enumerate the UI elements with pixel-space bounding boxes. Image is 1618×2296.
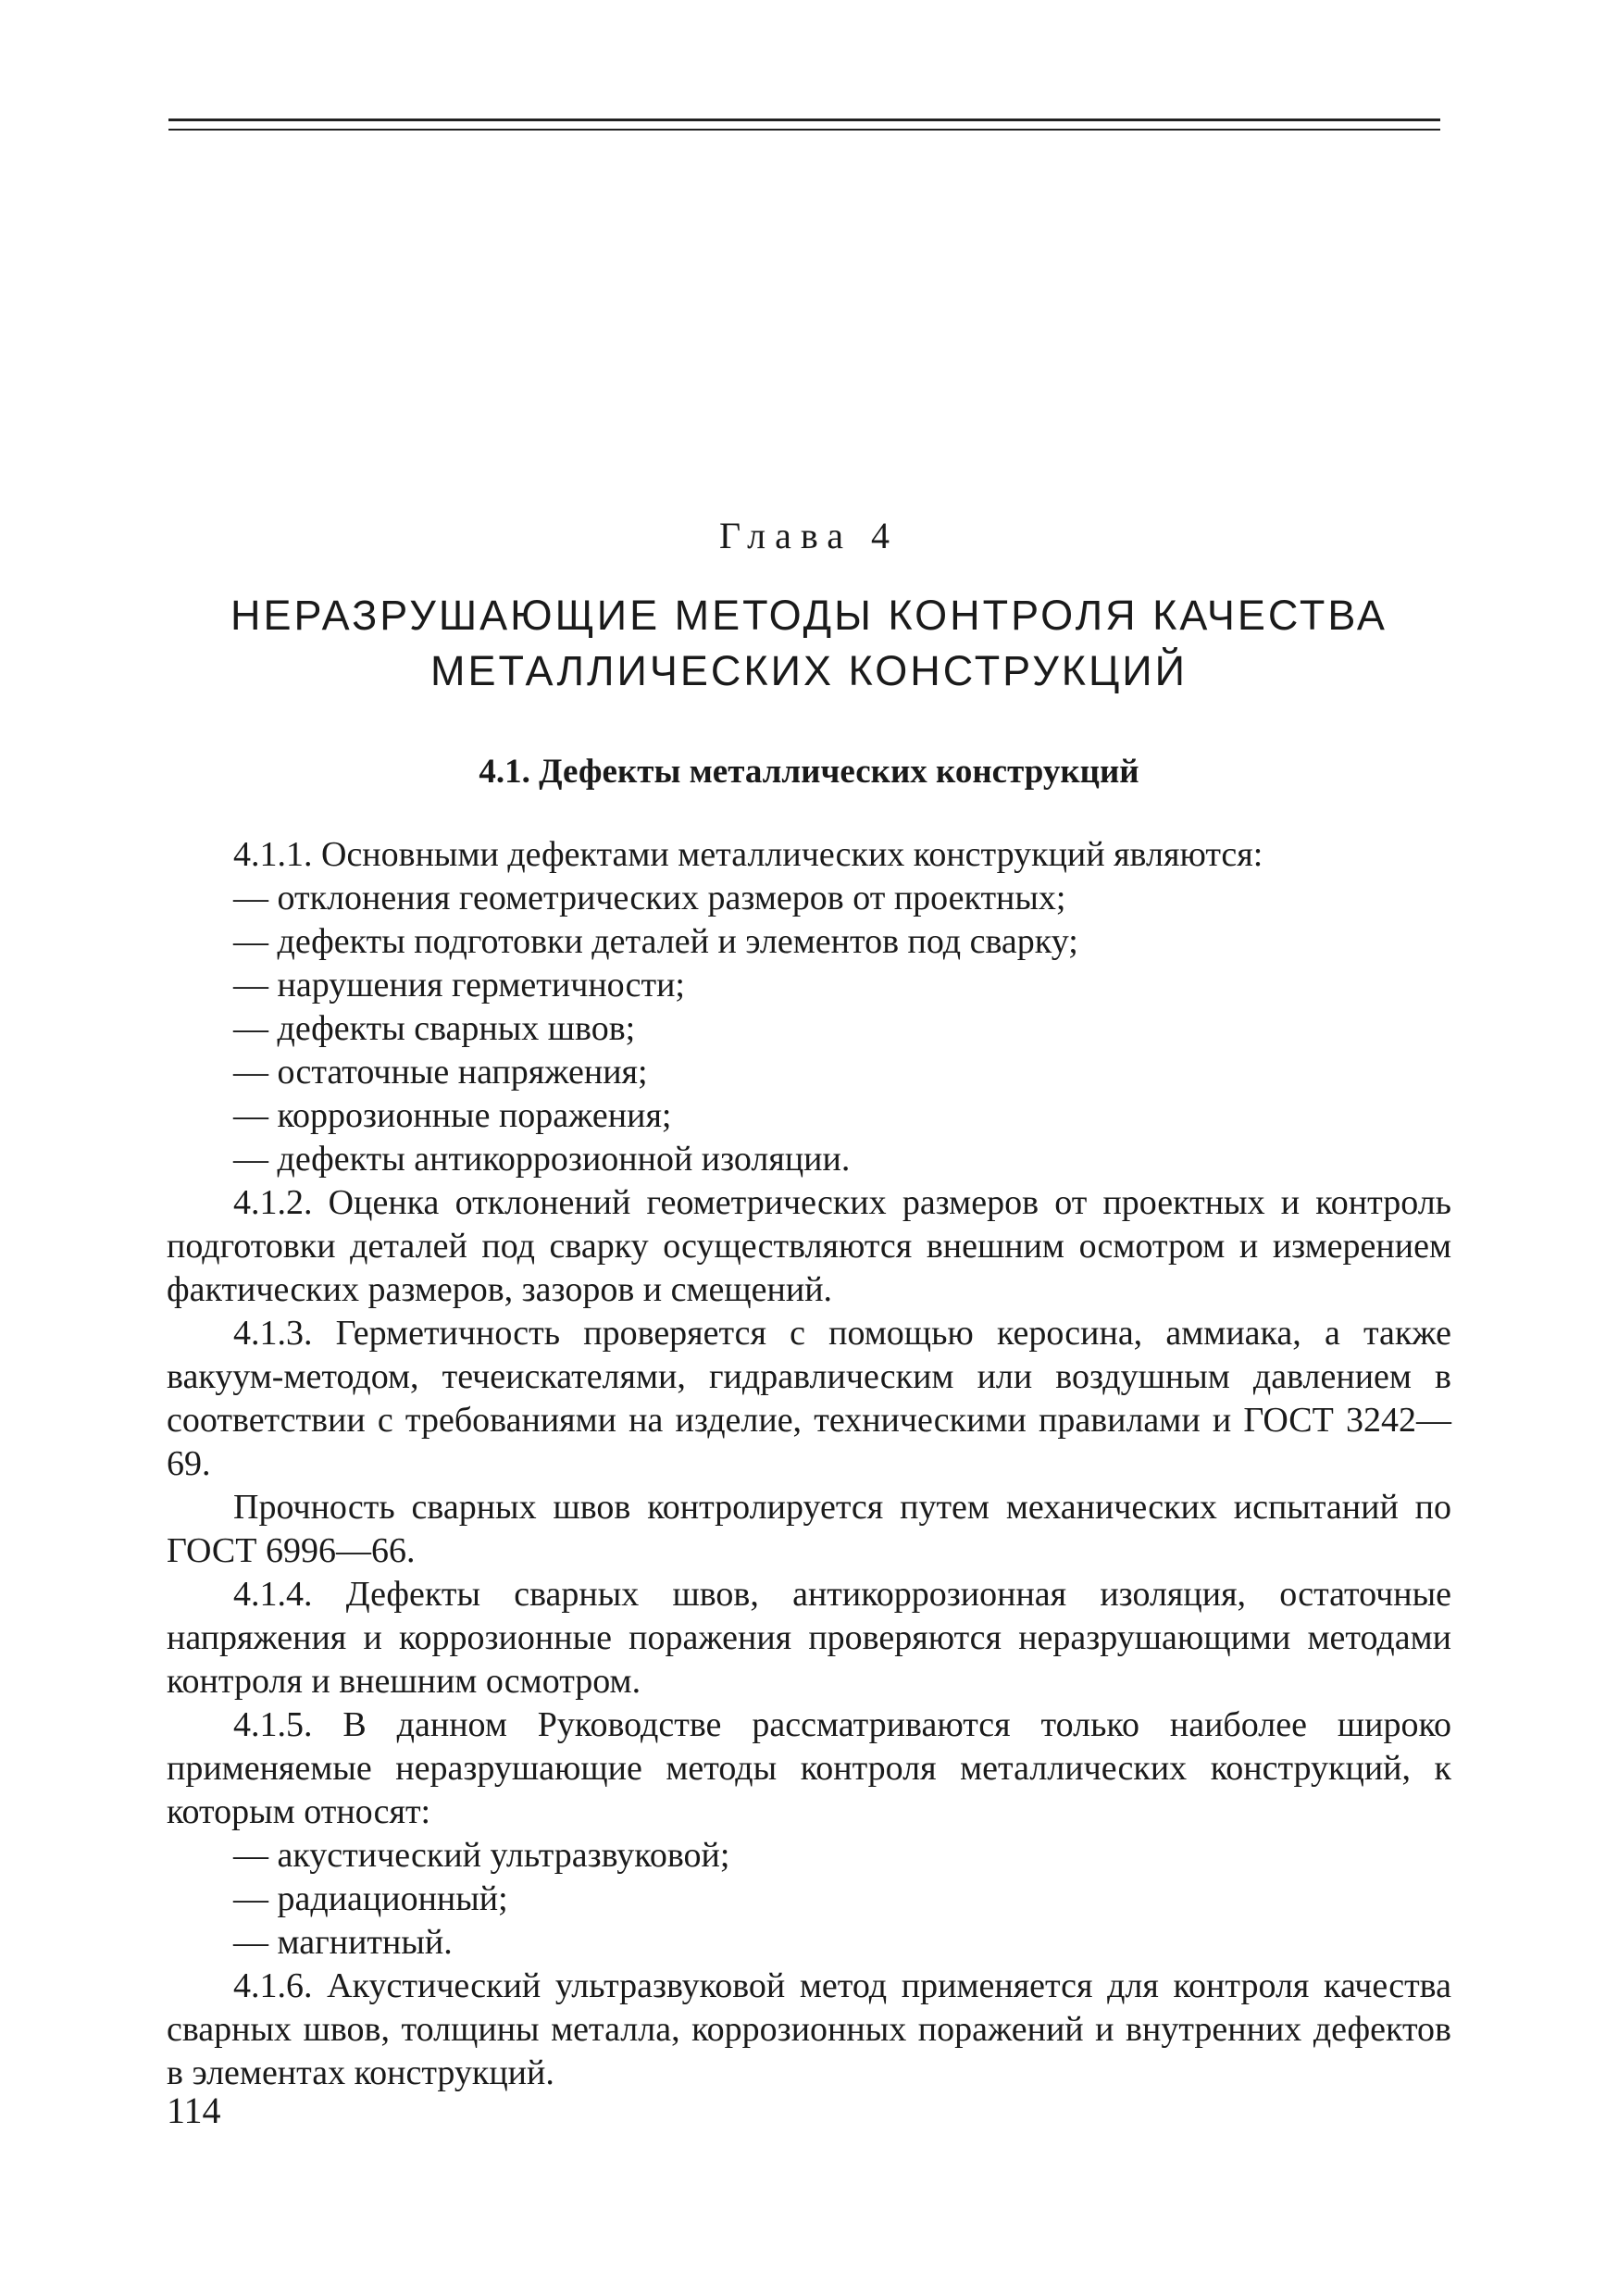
list-item: — дефекты подготовки деталей и элементов под сварку; bbox=[233, 922, 1078, 961]
paragraph-4-1-6: 4.1.6. Акустический ультразвуковой метод применяется для контроля качества сварных швов, толщины металла, коррозионных поражений и внутренних дефектов в элементах конструкций. bbox=[167, 1966, 1451, 2092]
body-text bbox=[167, 833, 1451, 2095]
header-rule bbox=[168, 119, 1440, 131]
list-item: — радиационный; bbox=[233, 1879, 508, 1918]
chapter-label: Глава 4 bbox=[719, 515, 899, 556]
section-title: 4.1. Дефекты металлических конструкций bbox=[479, 753, 1139, 791]
list-item: — нарушения герметичности; bbox=[233, 966, 685, 1004]
chapter-title bbox=[167, 588, 1451, 699]
list-item: — дефекты сварных швов; bbox=[233, 1009, 636, 1048]
list-item: — коррозионные поражения; bbox=[233, 1096, 672, 1135]
paragraph-strength: Прочность сварных швов контролируется путем механических испытаний по ГОСТ 6996—66. bbox=[167, 1488, 1451, 1570]
paragraph-4-1-5: 4.1.5. В данном Руководстве рассматриваются только наиболее широко применяемые неразрушающие методы контроля металлических конструкций, к которым относят: bbox=[167, 1705, 1451, 1831]
chapter-title-line2: МЕТАЛЛИЧЕСКИХ КОНСТРУКЦИЙ bbox=[430, 647, 1188, 694]
paragraph-4-1-2: 4.1.2. Оценка отклонений геометрических размеров от проектных и контроль подготовки деталей под сварку осуществляются внешним осмотром и измерением фактических размеров, зазоров и смещений. bbox=[167, 1183, 1451, 1309]
paragraph-4-1-1: 4.1.1. Основными дефектами металлических конструкций являются: bbox=[233, 835, 1263, 874]
list-item: — акустический ультразвуковой; bbox=[233, 1836, 730, 1875]
paragraph-4-1-4: 4.1.4. Дефекты сварных швов, антикоррозионная изоляция, остаточные напряжения и коррозионные поражения проверяются неразрушающими методами контроля и внешним осмотром. bbox=[167, 1575, 1451, 1701]
paragraph-4-1-3: 4.1.3. Герметичность проверяется с помощью керосина, аммиака, а также вакуум-методом, течеискателями, гидравлическим или воздушным давлением в соответствии с требованиями на изделие, техническими правилами и ГОСТ 3242—69. bbox=[167, 1314, 1451, 1483]
list-item: — отклонения геометрических размеров от проектных; bbox=[233, 879, 1066, 917]
list-item: — магнитный. bbox=[233, 1923, 453, 1962]
list-item: — остаточные напряжения; bbox=[233, 1053, 648, 1092]
chapter-title-line1: НЕРАЗРУШАЮЩИЕ МЕТОДЫ КОНТРОЛЯ КАЧЕСТВА bbox=[230, 592, 1388, 639]
page-number: 114 bbox=[167, 2090, 221, 2131]
list-item: — дефекты антикоррозионной изоляции. bbox=[233, 1140, 851, 1179]
